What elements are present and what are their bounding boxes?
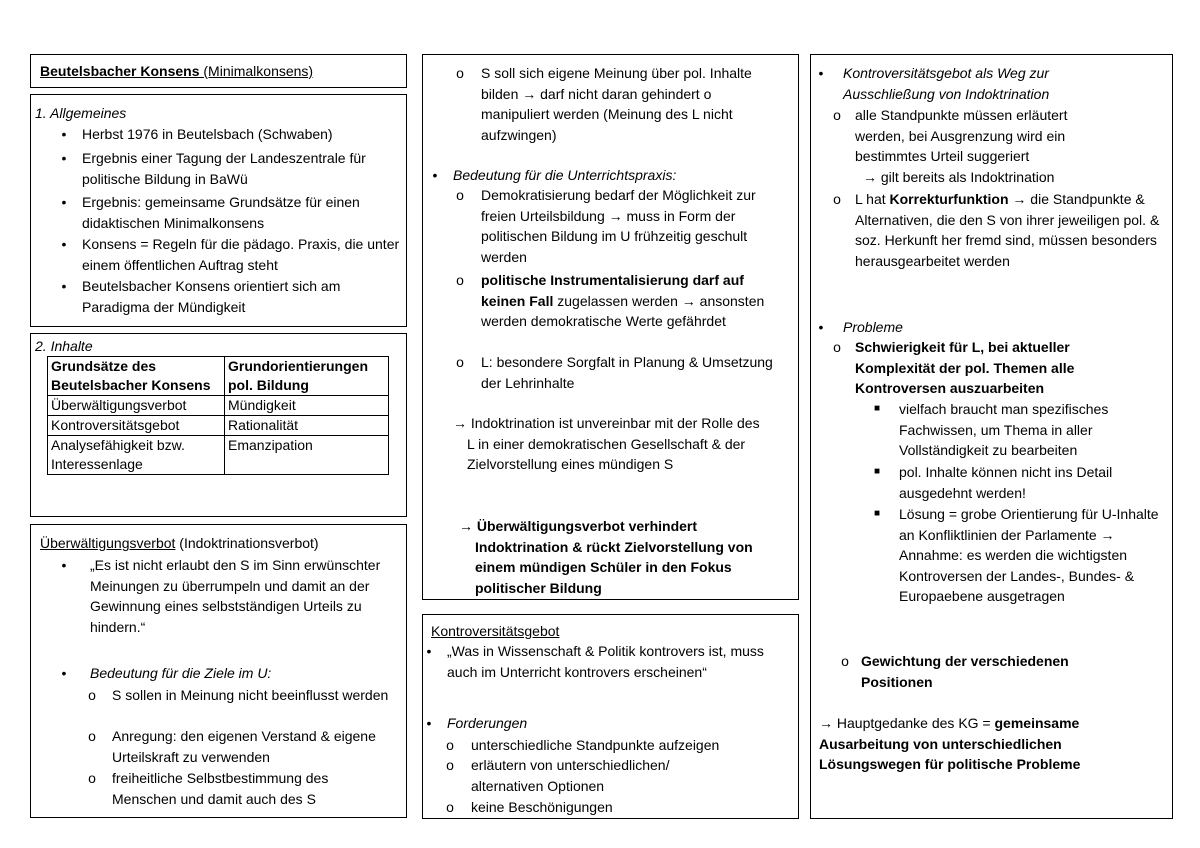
ueberwaeltigung-title [40,533,319,554]
praxis-item: L: besondere Sorgfalt in Planung & Umsetzung der Lehrinhalte [481,354,773,391]
bullet-icon: • [61,278,67,294]
inhalte-table [47,356,389,475]
circle-bullet-icon: o [456,65,464,81]
circle-bullet-icon: o [456,354,464,370]
allgemeines-item: Ergebnis: gemeinsame Grundsätze für einen didaktischen Minimalkonsens [82,194,360,231]
problem-subitem: pol. Inhalte können nicht ins Detail ausgedehnt werden! [899,464,1113,501]
final-conclusion [819,713,1119,775]
inhalte-box [30,333,407,517]
ziele-item: Anregung: den eigenen Verstand & eigene Urteilskraft zu verwenden [112,728,376,765]
square-bullet-icon: ■ [873,466,881,477]
weg-item-arrow: → gilt bereits als Indoktrination [863,169,1055,185]
circle-bullet-icon: o [456,272,464,288]
final-pre: → Hauptgedanke des KG = [819,715,995,731]
middle-box [422,54,799,600]
weg2-pre: L hat [855,191,890,207]
table-row [48,436,389,475]
beutelsbacher-title-main: Beutelsbacher Konsens [40,63,200,79]
bullet-icon: • [61,557,67,573]
forderungen-item: keine Beschönigungen [471,799,613,815]
weg2-rest: → die Standpunkte & Alternativen, die den S von ihrer jeweiligen pol. & soz. Herkunft her fremd sind, müssen besonders herausgearbeitet werden [855,191,1160,269]
forderungen-item: unterschiedliche Standpunkte aufzeigen [471,737,720,753]
bullet-icon: • [818,319,824,335]
ziele-item: S sollen in Meinung nicht beeinflusst werden [112,687,389,703]
ziele-item: freiheitliche Selbstbestimmung des Menschen und damit auch des S [112,770,329,807]
circle-bullet-icon: o [833,191,841,207]
table-cell: Überwältigungsverbot [48,396,225,416]
ueberwaeltigung-box [30,524,407,818]
square-bullet-icon: ■ [873,403,881,414]
praxis-item [481,270,781,332]
weg-item: alle Standpunkte müssen erläutert werden, bei Ausgrenzung wird ein bestimmtes Urteil suggeriert [855,107,1068,164]
kontroversitaet-box [422,614,799,819]
table-header-row [48,357,389,396]
circle-bullet-icon: o [446,737,454,753]
allgemeines-item: Konsens = Regeln für die pädago. Praxis, die unter einem öffentlichen Auftrag steht [82,236,400,273]
problem-subitem: Lösung = grobe Orientierung für U-Inhalte an Konfliktlinien der Parlamente → Annahme: es werden die wichtigsten Kontroversen der Landes-, Bundes- & Europaebene ausgetragen [899,506,1159,604]
beutelsbacher-title [40,61,313,82]
weg-item [855,189,1165,271]
middle-conclusion-2: → Überwältigungsverbot verhindert Indoktrination & rückt Zielvorstellung von einem mündigen Schüler in den Fokus politischer Bildung [459,518,753,596]
circle-bullet-icon: o [841,653,849,669]
table-row [48,416,389,436]
ueberwaeltigung-ziele-heading: Bedeutung für die Ziele im U: [90,665,272,681]
bullet-icon: • [61,665,67,681]
allgemeines-box [30,94,407,327]
circle-bullet-icon: o [88,687,96,703]
bullet-icon: • [426,643,432,659]
praxis2-bold: politische Instrumentalisierung darf auf keinen Fall [481,272,744,309]
bullet-icon: • [818,65,824,81]
problem-subitem: vielfach braucht man spezifisches Fachwissen, um Thema in aller Vollständigkeit zu bearbeiten [899,401,1109,458]
table-header-cell: Grundorientierungen pol. Bildung [225,357,389,396]
inhalte-heading: 2. Inhalte [35,338,93,354]
table-cell: Mündigkeit [225,396,389,416]
ueberwaeltigung-title-suffix: (Indoktrinationsverbot) [175,535,319,551]
table-row [48,396,389,416]
kontroversitaet-title: Kontroversitätsgebot [431,623,560,639]
circle-bullet-icon: o [88,728,96,744]
ueberwaeltigung-title-main: Überwältigungsverbot [40,535,176,551]
middle-top-item: S soll sich eigene Meinung über pol. Inhalte bilden → darf nicht daran gehindert o manipuliert werden (Meinung des L nicht aufzwingen) [481,65,752,143]
square-bullet-icon: ■ [873,508,881,519]
problem-item: Gewichtung der verschiedenen Positionen [861,653,1069,690]
bullet-icon: • [432,167,438,183]
circle-bullet-icon: o [446,757,454,773]
praxis2-rest: zugelassen werden → ansonsten werden demokratische Werte gefährdet [481,292,765,329]
problem-item: Schwierigkeit für L, bei aktueller Komplexität der pol. Themen alle Kontroversen auszuarbeiten [855,339,1075,396]
right-box [810,54,1173,819]
circle-bullet-icon: o [446,799,454,815]
allgemeines-item: Ergebnis einer Tagung der Landeszentrale für politische Bildung in BaWü [82,150,366,187]
weg2-bold: Korrekturfunktion [889,191,1009,207]
table-cell: Kontroversitätsgebot [48,416,225,436]
final-bold: gemeinsame Ausarbeitung von unterschiedlichen Lösungswegen für politische Probleme [819,715,1081,772]
probleme-heading: Probleme [843,319,903,335]
table-header-cell: Grundsätze des Beutelsbacher Konsens [48,357,225,396]
table-cell: Analysefähigkeit bzw. Interessenlage [48,436,225,475]
bullet-icon: • [61,194,67,210]
allgemeines-heading: 1. Allgemeines [35,105,127,121]
allgemeines-item: Herbst 1976 in Beutelsbach (Schwaben) [82,126,333,142]
weg-heading: Kontroversitätsgebot als Weg zur Ausschließung von Indoktrination [843,65,1050,102]
ueberwaeltigung-quote: „Es ist nicht erlaubt den S im Sinn erwünschter Meinungen zu überrumpeln und damit an der Gewinnung eines selbstständigen Urteils zu hindern.“ [90,557,381,635]
allgemeines-item: Beutelsbacher Konsens orientiert sich am Paradigma der Mündigkeit [82,278,341,315]
middle-conclusion-1: → Indoktrination ist unvereinbar mit der Rolle des L in einer demokratischen Gesellschaft & der Zielvorstellung eines mündigen S [453,415,760,472]
praxis-item: Demokratisierung bedarf der Möglichkeit zur freien Urteilsbildung → muss in Form der politischen Bildung im U frühzeitig geschult werden [481,187,756,265]
forderungen-heading: Forderungen [447,715,528,731]
bullet-icon: • [61,236,67,252]
beutelsbacher-title-suffix: (Minimalkonsens) [199,63,314,79]
circle-bullet-icon: o [456,187,464,203]
bullet-icon: • [426,715,432,731]
bullet-icon: • [61,150,67,166]
table-cell: Emanzipation [225,436,389,475]
forderungen-item: erläutern von unterschiedlichen/ alternativen Optionen [471,757,670,794]
praxis-heading: Bedeutung für die Unterrichtspraxis: [453,167,677,183]
circle-bullet-icon: o [833,107,841,123]
beutelsbacher-title-box [30,54,407,88]
table-cell: Rationalität [225,416,389,436]
bullet-icon: • [61,126,67,142]
circle-bullet-icon: o [833,339,841,355]
kontroversitaet-quote: „Was in Wissenschaft & Politik kontrovers ist, muss auch im Unterricht kontrovers erscheinen“ [447,643,764,680]
circle-bullet-icon: o [88,770,96,786]
